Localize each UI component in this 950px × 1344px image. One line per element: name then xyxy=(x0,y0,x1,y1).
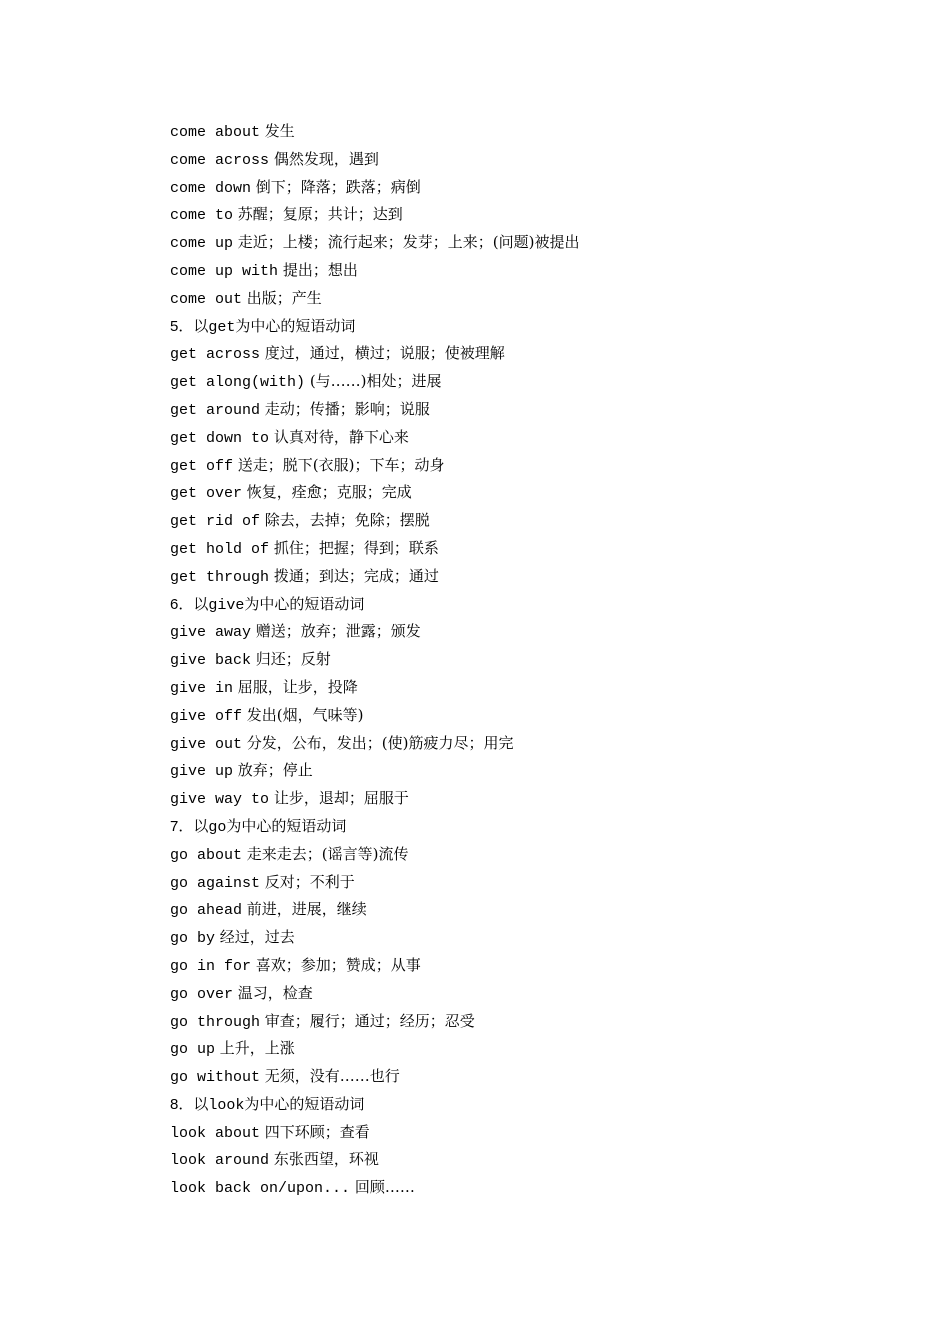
phrase-english: go over xyxy=(170,985,234,1003)
phrase-chinese: 经过，过去 xyxy=(219,928,295,947)
phrase-entry xyxy=(170,174,870,202)
phrase-chinese: 苏醒；复原；共计；达到 xyxy=(237,205,403,224)
section-heading xyxy=(170,591,870,619)
phrase-chinese: 回顾…… xyxy=(354,1178,415,1197)
phrase-english: look around xyxy=(170,1152,270,1170)
phrase-entry xyxy=(170,452,870,480)
phrase-english: get over xyxy=(170,485,243,503)
phrase-entry xyxy=(170,1146,870,1174)
phrase-entry xyxy=(170,201,870,229)
phrase-chinese: 恢复，痊愈；克服；完成 xyxy=(246,483,412,502)
phrase-english: go through xyxy=(170,1013,261,1031)
phrase-english: go about xyxy=(170,846,243,864)
phrase-chinese: 认真对待，静下心来 xyxy=(273,427,409,446)
phrase-english: come up with xyxy=(170,262,279,280)
section-keyword: get xyxy=(208,318,236,336)
phrase-entry xyxy=(170,1008,870,1036)
section-number: 6． xyxy=(170,595,194,613)
phrase-entry xyxy=(170,118,870,146)
section-heading xyxy=(170,813,870,841)
phrase-chinese: 发生 xyxy=(264,122,295,140)
phrase-english: go in for xyxy=(170,957,252,975)
phrase-entry xyxy=(170,896,870,924)
phrase-entry xyxy=(170,340,870,368)
phrase-chinese: 除去，去掉；免除；摆脱 xyxy=(264,511,430,530)
phrase-chinese: 发出(烟，气味等) xyxy=(246,705,364,724)
phrase-english: get down to xyxy=(170,429,270,447)
section-suffix: 为中心的短语动词 xyxy=(235,316,356,335)
phrase-english: go by xyxy=(170,930,216,948)
phrase-chinese: 上升，上涨 xyxy=(219,1039,295,1058)
phrase-english: go against xyxy=(170,874,261,892)
phrase-chinese: 放弃；停止 xyxy=(237,761,313,780)
phrase-english: give in xyxy=(170,679,234,697)
phrase-english: get hold of xyxy=(170,540,270,558)
phrase-chinese: 无须，没有……也行 xyxy=(264,1067,400,1086)
section-number: 5． xyxy=(170,317,194,335)
phrase-english: give off xyxy=(170,707,243,725)
phrase-entry xyxy=(170,757,870,785)
phrase-english: get rid of xyxy=(170,513,261,531)
phrase-entry xyxy=(170,229,870,257)
phrase-chinese: 送走；脱下(衣服)；下车；动身 xyxy=(237,455,445,474)
phrase-entry xyxy=(170,1119,870,1147)
phrase-entry xyxy=(170,535,870,563)
phrase-chinese: 前进，进展，继续 xyxy=(246,900,367,919)
section-keyword: give xyxy=(208,596,245,614)
section-keyword: go xyxy=(208,818,227,836)
phrase-entry xyxy=(170,841,870,869)
phrase-entry xyxy=(170,924,870,952)
phrase-entry xyxy=(170,646,870,674)
phrase-chinese: 归还；反射 xyxy=(255,650,331,669)
section-suffix: 为中心的短语动词 xyxy=(226,816,347,835)
phrase-english: get through xyxy=(170,568,270,586)
section-suffix: 为中心的短语动词 xyxy=(244,594,365,613)
phrase-chinese: 提出；想出 xyxy=(282,260,358,279)
phrase-entry xyxy=(170,479,870,507)
phrase-english: give out xyxy=(170,735,243,753)
phrase-chinese: 四下环顾；查看 xyxy=(264,1122,370,1141)
phrase-entry xyxy=(170,980,870,1008)
phrase-english: come out xyxy=(170,290,243,308)
phrase-entry xyxy=(170,396,870,424)
phrase-chinese: 出版；产生 xyxy=(246,288,322,307)
phrase-chinese: 抓住；把握；得到；联系 xyxy=(273,538,439,557)
phrase-chinese: 温习，检查 xyxy=(237,983,313,1002)
phrase-english: come up xyxy=(170,235,234,253)
section-suffix: 为中心的短语动词 xyxy=(244,1094,365,1113)
phrase-chinese: 走来走去；(谣言等)流传 xyxy=(246,844,409,863)
phrase-english: go up xyxy=(170,1041,216,1059)
section-prefix: 以 xyxy=(193,816,209,835)
phrase-chinese: 喜欢；参加；赞成；从事 xyxy=(255,955,421,974)
phrase-english: get across xyxy=(170,346,261,364)
phrase-entry xyxy=(170,674,870,702)
phrase-chinese: 反对；不利于 xyxy=(264,872,355,891)
phrase-english: give up xyxy=(170,763,234,781)
phrase-entry xyxy=(170,563,870,591)
phrase-chinese: 分发，公布，发出；(使)筋疲力尽；用完 xyxy=(246,733,514,752)
phrase-english: go ahead xyxy=(170,902,243,920)
section-number: 8． xyxy=(170,1095,194,1113)
phrase-entry xyxy=(170,618,870,646)
phrase-chinese: 东张西望，环视 xyxy=(273,1150,379,1169)
phrase-english: give away xyxy=(170,624,252,642)
phrase-entry xyxy=(170,257,870,285)
phrase-entry xyxy=(170,424,870,452)
phrase-entry xyxy=(170,285,870,313)
phrasal-verb-list xyxy=(170,118,870,1202)
phrase-english: come to xyxy=(170,207,234,225)
phrase-english: look back on/upon... xyxy=(170,1180,351,1198)
phrase-entry xyxy=(170,1035,870,1063)
phrase-chinese: 走动；传播；影响；说服 xyxy=(264,399,430,418)
section-keyword: look xyxy=(208,1096,245,1114)
phrase-chinese: 偶然发现，遇到 xyxy=(273,149,379,168)
phrase-chinese: 审查；履行；通过；经历；忍受 xyxy=(264,1011,475,1030)
phrase-chinese: 让步，退却；屈服于 xyxy=(273,789,409,808)
phrase-entry xyxy=(170,507,870,535)
phrase-chinese: 倒下；降落；跌落；病倒 xyxy=(255,177,421,196)
phrase-chinese: 拨通；到达；完成；通过 xyxy=(273,566,439,585)
phrase-english: give back xyxy=(170,652,252,670)
phrase-entry xyxy=(170,869,870,897)
phrase-chinese: 屈服，让步，投降 xyxy=(237,677,358,696)
phrase-english: come down xyxy=(170,179,252,197)
section-prefix: 以 xyxy=(193,1094,209,1113)
phrase-entry xyxy=(170,952,870,980)
phrase-chinese: 赠送；放弃；泄露；颁发 xyxy=(255,622,421,641)
section-prefix: 以 xyxy=(193,316,209,335)
phrase-english: get off xyxy=(170,457,234,475)
phrase-chinese: (与……)相处；进展 xyxy=(309,372,442,391)
phrase-entry xyxy=(170,368,870,396)
section-prefix: 以 xyxy=(193,594,209,613)
phrase-chinese: 度过，通过，横过；说服；使被理解 xyxy=(264,344,505,363)
phrase-english: go without xyxy=(170,1069,261,1087)
section-heading xyxy=(170,1091,870,1119)
phrase-english: get around xyxy=(170,401,261,419)
phrase-entry xyxy=(170,702,870,730)
section-heading xyxy=(170,313,870,341)
phrase-entry xyxy=(170,1174,870,1202)
phrase-english: get along(with) xyxy=(170,374,306,392)
phrase-english: come about xyxy=(170,124,261,141)
phrase-entry xyxy=(170,146,870,174)
phrase-entry xyxy=(170,1063,870,1091)
phrase-chinese: 走近；上楼；流行起来；发芽；上来；(问题)被提出 xyxy=(237,233,580,252)
phrase-entry xyxy=(170,785,870,813)
phrase-english: come across xyxy=(170,151,270,169)
phrase-english: look about xyxy=(170,1124,261,1142)
section-number: 7． xyxy=(170,817,194,835)
phrase-entry xyxy=(170,730,870,758)
phrase-english: give way to xyxy=(170,791,270,809)
